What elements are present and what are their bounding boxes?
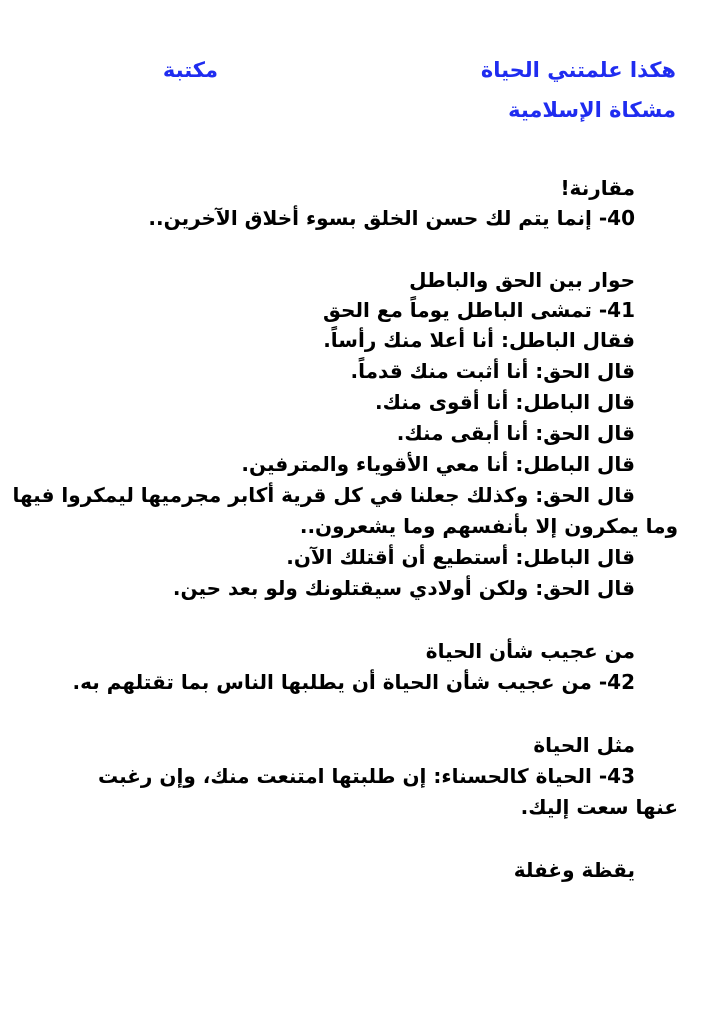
section-heading-comparison: مقارنة!	[560, 176, 635, 200]
publisher-name: مشكاة الإسلامية	[508, 98, 676, 122]
section-heading-life-parable: مثل الحياة	[533, 733, 635, 757]
dialogue-line: قال الحق: أنا أبقى منك.	[396, 421, 635, 445]
section-heading-dialogue: حوار بين الحق والباطل	[409, 268, 635, 292]
section-heading-awareness: يقظة وغفلة	[513, 858, 635, 882]
dialogue-line: قال الحق: أنا أثبت منك قدماً.	[350, 359, 635, 383]
paragraph-40: 40- إنما يتم لك حسن الخلق بسوء أخلاق الآخرين..	[148, 206, 635, 230]
paragraph-43-continued: عنها سعت إليك.	[520, 795, 678, 819]
paragraph-43: 43- الحياة كالحسناء: إن طلبتها امتنعت منك، وإن رغبت	[97, 764, 635, 788]
section-heading-wonder: من عجيب شأن الحياة	[425, 639, 635, 663]
dialogue-line: قال الباطل: أنا أقوى منك.	[375, 390, 635, 414]
paragraph-42: 42- من عجيب شأن الحياة أن يطلبها الناس بما تقتلهم به.	[72, 670, 635, 694]
library-label: مكتبة	[162, 58, 218, 82]
dialogue-line: فقال الباطل: أنا أعلا منك رأساً.	[323, 328, 635, 352]
paragraph-41: 41- تمشى الباطل يوماً مع الحق	[323, 298, 635, 322]
book-title: هكذا علمتني الحياة	[480, 58, 676, 82]
dialogue-line: قال الحق: وكذلك جعلنا في كل قرية أكابر مجرميها ليمكروا فيها	[12, 483, 635, 507]
dialogue-line-continued: وما يمكرون إلا بأنفسهم وما يشعرون..	[299, 514, 678, 538]
dialogue-line: قال الباطل: أنا معي الأقوياء والمترفين.	[241, 452, 635, 476]
dialogue-line: قال الحق: ولكن أولادي سيقتلونك ولو بعد حين.	[172, 576, 635, 600]
dialogue-line: قال الباطل: أستطيع أن أقتلك الآن.	[286, 545, 635, 569]
